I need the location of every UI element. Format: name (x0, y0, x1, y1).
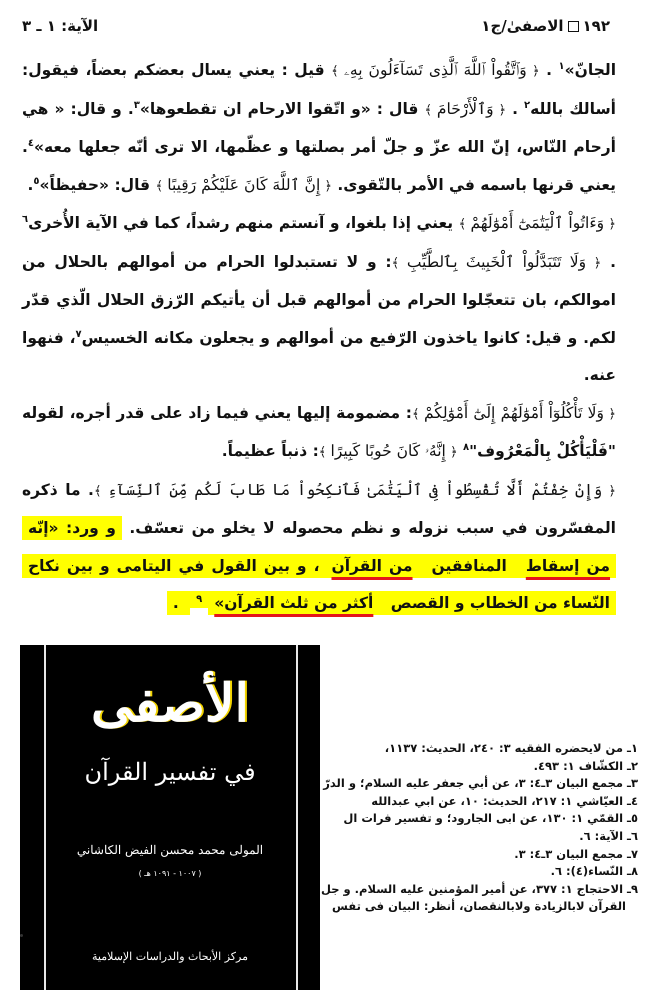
ornate-bracket-open-icon: ﴿ (445, 445, 458, 460)
paragraph (22, 52, 616, 205)
paragraph (22, 472, 616, 623)
commentary-text: . يعني قرنها باسمه في الأمر بالتّقوى. (22, 138, 616, 194)
page-header-left (481, 17, 610, 35)
highlighted-text: المنافقين (419, 554, 520, 578)
ornate-bracket-close-icon: ﴾ (391, 255, 407, 271)
ornate-bracket-open-icon: ﴿ (493, 102, 507, 118)
ornate-bracket-open-icon: ﴿ (320, 178, 333, 194)
commentary-text: : و لا تستبدلوا الحرام من أموالهم بالحلال من اموالكم، بان تتعجّلوا الحرام من أموالهم قبل أن يأتيكم الرّزق الحلال الّذي قدّر لكم. و قيل: كانوا ياخذون الرّفيع من أموالهم و يجعلون مكانه الخسيس (22, 252, 616, 347)
ornate-bracket-close-icon: ﴾ (424, 102, 437, 118)
scan-artifact-dot (20, 934, 23, 937)
commentary-text: يعني إذا بلغوا، و آنستم منهم رشداً، كما في الآية الأُخرى (28, 214, 459, 232)
paragraph (22, 395, 616, 472)
quran-verse: وَلَا تَتَبَدَّلُواْ ٱلْخَبِيثَ بِٱلطَّيِّبِ (406, 252, 587, 271)
highlighted-text: . (167, 591, 190, 615)
commentary-text: . (539, 61, 559, 79)
commentary-text: ، فنهوا عنه. (22, 328, 616, 384)
ornate-bracket-close-icon: ﴾ (411, 406, 424, 422)
ornate-bracket-open-icon: ﴿ (586, 255, 602, 271)
ornate-bracket-close-icon: ﴾ (155, 178, 168, 194)
ornate-bracket-close-icon: ﴾ (318, 445, 331, 460)
ornate-bracket-open-icon: ﴿ (602, 483, 616, 499)
ornate-bracket-close-icon: ﴾ (93, 483, 108, 499)
commentary-text: . (27, 175, 34, 194)
ornate-bracket-open-icon: ﴿ (526, 64, 540, 79)
ornate-bracket-open-icon: ﴿ (603, 406, 616, 422)
commentary-text: . (506, 99, 525, 118)
cover-author: المولى محمد محسن الفيض الكاشاني (76, 843, 264, 857)
footnote: ٥ـ القمّي ١: ١٣٠، عن ابى الجارود؛ و تفسير فرات ال (343, 811, 638, 826)
footnotes (320, 740, 638, 970)
footnote-marker: ٨ (462, 441, 470, 453)
footnote-marker: ٣ (133, 99, 140, 111)
quran-verse: وَإِنْ خِفْتُمْ أَلَّا تُقْسِطُواْ فِى ٱلْيَتَٰمَىٰ فَٱنكِحُواْ مَا طَابَ لَكُم مِّنَ ٱلنِّسَآءِ (107, 480, 603, 499)
commentary-text: . ما ذكره المفسّرون في سبب نزوله و نظم محصوله لا يخلو من تعسّف. (22, 480, 616, 537)
footnote-marker: ٢ (524, 99, 531, 111)
commentary-body (22, 52, 616, 623)
commentary-text: قال : «و اتّقوا الارحام ان تقطعوها» (139, 99, 425, 118)
quran-verse: وَٱتَّقُواْ ٱللَّهَ ٱلَّذِى تَسَآءَلُونَ بِهِۦ (344, 61, 527, 79)
cover-dates: ( ١٠٠٧ - ١٠٩١ هـ ) (138, 869, 202, 878)
highlighted-underlined-text: من إسقاط (520, 554, 616, 578)
quran-verse: وَلَا تَأْكُلُوٓاْ أَمْوَٰلَهُمْ إِلَىٰٓ أَمْوَٰلِكُمْ (423, 403, 604, 422)
footnote-marker: ٧ (75, 328, 82, 340)
footnote-marker: ١ (558, 60, 565, 72)
footnote: ٩ـ الاحتجاج ١: ٣٧٧، عن أمير المؤمنين عليه السلام. و جل (320, 881, 638, 896)
ornate-bracket-close-icon: ﴾ (331, 64, 344, 79)
highlighted-underlined-text: أكثر من ثلث القرآن» (208, 591, 379, 615)
commentary-text: قيل : يعني يسال بعضكم بعضاً، فيقول: أسالك بالله (22, 61, 616, 118)
footnote: ٢ـ الكشّاف ١: ٤٩٣. (533, 758, 638, 773)
footnote-continuation: القرآن لابالزيادة ولابالنقصان، أنظر: البيان فى تفس (332, 899, 626, 914)
quran-verse: إِنَّ ٱللَّهَ كَانَ عَلَيْكُمْ رَقِيبًا (167, 175, 321, 194)
commentary-text: : مضمومة إليها يعني فيما زاد على قدر أجره، لقوله "فَلْيَأْكُلْ بِالْمَعْرُوف" (22, 403, 616, 460)
footnote: ٤ـ العيّاشي ١: ٢١٧، الحديث: ١٠، عن ابي عبدالله (371, 793, 638, 808)
verse-range: الآية: ١ ـ ٣ (22, 17, 99, 35)
commentary-text: . و قال: « هي أرحام النّاس، إنّ الله عزّ و جلّ أمر بصلتها و عظّمها، الا ترى أنّه جعلها معه» (22, 99, 616, 156)
quran-verse: إِنَّهُۥ كَانَ حُوبًا كَبِيرًا (330, 442, 446, 460)
commentary-text: الجانّ» (564, 61, 617, 79)
commentary-text: : ذنباً عظيماً. (221, 442, 319, 460)
running-head (22, 14, 610, 38)
quran-verse: وَءَاتُواْ ٱلْيَتَٰمَىٰٓ أَمْوَٰلَهُمْ (470, 214, 605, 232)
square-separator-icon (568, 21, 579, 32)
cover-publisher: مركز الأبحاث والدراسات الإسلامية (92, 950, 248, 963)
highlighted-underlined-text: من القرآن (325, 554, 418, 578)
footnote-marker: ٥ (33, 175, 40, 187)
highlighted-text: ، و بين القول في اليتامى و بين نكاح النّساء من الخطاب و القصص (22, 554, 616, 616)
highlighted-text: و ورد: «إنّه (22, 516, 122, 540)
footnote: ٦ـ الآية: ٦. (579, 828, 638, 843)
book-cover-image (20, 645, 320, 990)
footnote: ٨ـ النّساء(٤): ٦. (550, 864, 638, 879)
page-number: ١٩٢ (582, 17, 610, 35)
footnote: ٣ـ مجمع البيان ٣ـ٤: ٣، عن أبي جعفر عليه السلام؛ و الدرّ (323, 776, 638, 791)
cover-subtitle: في تفسير القرآن (84, 758, 256, 786)
ornate-bracket-open-icon: ﴿ (604, 217, 617, 232)
footnote: ١ـ من لايحضره الفقيه ٣: ٢٤٠، الحديث: ١١٣٧، (384, 741, 638, 755)
footnote: ٧ـ مجمع البيان ٣ـ٤: ٣. (514, 846, 638, 861)
commentary-text: . (601, 252, 616, 271)
cover-title: الأصفى (91, 673, 249, 734)
highlighted-footnote-marker: ٩ (190, 591, 208, 608)
commentary-text: قال: «حفيظاً» (39, 175, 156, 194)
footnote-marker: ٤ (27, 137, 34, 149)
quran-verse: وَٱلْأَرْحَامَ (436, 99, 494, 118)
footnote-marker: ٦ (22, 213, 29, 225)
book-volume: الاصفىٰ/ج١ (481, 17, 564, 35)
paragraph (22, 205, 616, 395)
ornate-bracket-close-icon: ﴾ (458, 217, 471, 232)
